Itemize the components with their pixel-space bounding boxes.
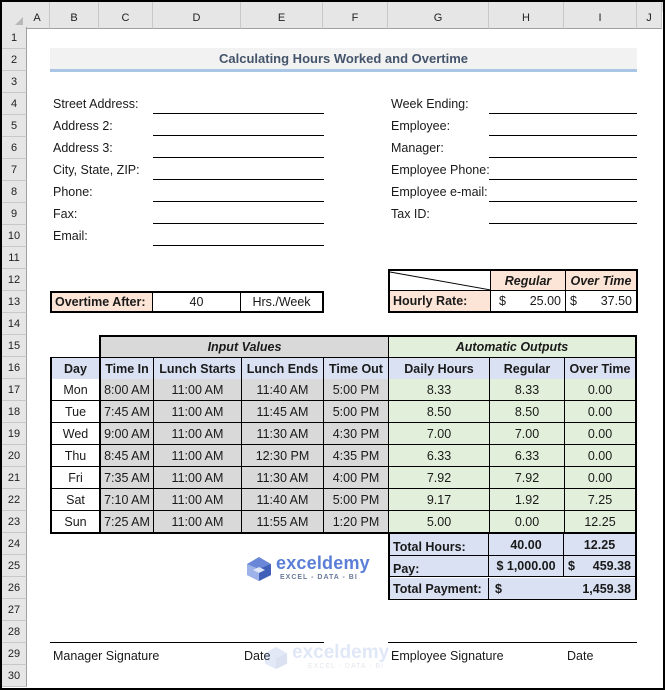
total-hours-regular: 40.00 bbox=[489, 534, 564, 556]
table-cell[interactable]: 8:45 AM bbox=[99, 445, 153, 467]
row-header-22[interactable]: 22 bbox=[2, 489, 27, 511]
row-header-27[interactable]: 27 bbox=[2, 599, 27, 621]
address-field-label: Phone: bbox=[53, 185, 93, 199]
row-header-23[interactable]: 23 bbox=[2, 511, 27, 533]
address-field-input[interactable] bbox=[153, 223, 324, 224]
day-cell: Tue bbox=[50, 401, 99, 423]
select-all-corner[interactable] bbox=[2, 2, 27, 29]
rate-overtime-header: Over Time bbox=[566, 271, 636, 291]
overtime-after-unit: Hrs./Week bbox=[241, 293, 322, 311]
table-cell[interactable]: 11:00 AM bbox=[153, 423, 241, 445]
day-cell: Sun bbox=[50, 511, 99, 534]
row-header-1[interactable]: 1 bbox=[2, 27, 27, 49]
employee-field-input[interactable] bbox=[489, 179, 637, 180]
table-cell[interactable]: 11:45 AM bbox=[241, 401, 323, 423]
table-cell: 0.00 bbox=[564, 401, 637, 423]
table-cell[interactable]: 12:30 PM bbox=[241, 445, 323, 467]
address-field-label: Address 2: bbox=[53, 119, 113, 133]
hourly-rate-overtime-value: 37.50 bbox=[600, 294, 632, 308]
day-cell: Sat bbox=[50, 489, 99, 511]
watermark-name: exceldemy bbox=[292, 642, 390, 663]
table-cell: 7.92 bbox=[489, 467, 564, 489]
employee-field-label: Employee: bbox=[391, 119, 451, 133]
table-cell: 7.00 bbox=[388, 423, 489, 445]
employee-signature-label: Employee Signature bbox=[391, 649, 504, 663]
pay-overtime bbox=[564, 556, 635, 577]
table-cell[interactable]: 11:30 AM bbox=[241, 423, 323, 445]
exceldemy-logo bbox=[246, 553, 376, 585]
row-header-6[interactable]: 6 bbox=[2, 137, 27, 159]
column-header-g[interactable]: G bbox=[388, 2, 489, 29]
overtime-after-value[interactable]: 40 bbox=[153, 293, 241, 311]
row-header-19[interactable]: 19 bbox=[2, 423, 27, 445]
column-header-c[interactable]: C bbox=[99, 2, 153, 29]
table-column-header: Over Time bbox=[564, 357, 637, 380]
currency-symbol: $ bbox=[568, 559, 575, 573]
table-cell[interactable]: 11:00 AM bbox=[153, 511, 241, 534]
hourly-rate-regular-value: 25.00 bbox=[529, 294, 561, 308]
logo-tagline: EXCEL - DATA - BI bbox=[280, 574, 358, 581]
row-header-28[interactable]: 28 bbox=[2, 621, 27, 643]
rate-corner-cell bbox=[390, 271, 491, 291]
table-cell: 7.92 bbox=[388, 467, 489, 489]
row-header-24[interactable]: 24 bbox=[2, 533, 27, 555]
hourly-rate-regular[interactable] bbox=[491, 291, 566, 311]
table-cell[interactable]: 1:20 PM bbox=[323, 511, 388, 534]
manager-signature-label: Manager Signature bbox=[53, 649, 160, 663]
column-header-e[interactable]: E bbox=[241, 2, 323, 29]
pay-regular: $ 1,000.00 bbox=[489, 556, 564, 577]
table-cell[interactable]: 7:35 AM bbox=[99, 467, 153, 489]
currency-symbol: $ bbox=[570, 294, 577, 308]
address-field-label: Address 3: bbox=[53, 141, 113, 155]
employee-field-input[interactable] bbox=[489, 157, 637, 158]
table-cell[interactable]: 9:00 AM bbox=[99, 423, 153, 445]
employee-field-input[interactable] bbox=[489, 135, 637, 136]
address-field-input[interactable] bbox=[153, 245, 324, 246]
row-header-12[interactable]: 12 bbox=[2, 269, 27, 291]
row-header-18[interactable]: 18 bbox=[2, 401, 27, 423]
address-field-input[interactable] bbox=[153, 201, 324, 202]
employee-field-input[interactable] bbox=[489, 201, 637, 202]
row-header-30[interactable]: 30 bbox=[2, 665, 27, 687]
column-header-a[interactable]: A bbox=[25, 2, 50, 29]
pay-label: Pay: bbox=[390, 556, 489, 577]
employee-field-input[interactable] bbox=[489, 113, 637, 114]
day-cell: Thu bbox=[50, 445, 99, 467]
row-header-17[interactable]: 17 bbox=[2, 379, 27, 401]
employee-field-label: Employee Phone: bbox=[391, 163, 490, 177]
table-cell[interactable]: 11:00 AM bbox=[153, 489, 241, 511]
table-cell[interactable]: 11:00 AM bbox=[153, 445, 241, 467]
employee-date-label: Date bbox=[567, 649, 594, 663]
table-column-header: Lunch Starts bbox=[153, 357, 241, 380]
table-cell[interactable]: 11:40 AM bbox=[241, 489, 323, 511]
table-cell[interactable]: 7:45 AM bbox=[99, 401, 153, 423]
row-header-25[interactable]: 25 bbox=[2, 555, 27, 577]
currency-symbol: $ bbox=[495, 581, 502, 596]
table-cell: 8.33 bbox=[489, 379, 564, 401]
table-cell: 8.33 bbox=[388, 379, 489, 401]
row-header-20[interactable]: 20 bbox=[2, 445, 27, 467]
table-cell: 1.92 bbox=[489, 489, 564, 511]
total-payment-label: Total Payment: bbox=[390, 578, 489, 599]
table-cell: 7.25 bbox=[564, 489, 637, 511]
currency-symbol: $ bbox=[499, 294, 506, 308]
table-cell: 6.33 bbox=[388, 445, 489, 467]
table-cell: 9.17 bbox=[388, 489, 489, 511]
table-cell: 7.00 bbox=[489, 423, 564, 445]
column-header-d[interactable]: D bbox=[153, 2, 241, 29]
table-cell[interactable]: 5:00 PM bbox=[323, 489, 388, 511]
row-header-7[interactable]: 7 bbox=[2, 159, 27, 181]
row-header-26[interactable]: 26 bbox=[2, 577, 27, 599]
table-cell[interactable]: 7:25 AM bbox=[99, 511, 153, 534]
table-cell[interactable]: 11:55 AM bbox=[241, 511, 323, 534]
input-values-header: Input Values bbox=[99, 335, 389, 358]
table-cell: 5.00 bbox=[388, 511, 489, 534]
row-header-8[interactable]: 8 bbox=[2, 181, 27, 203]
table-column-header: Lunch Ends bbox=[241, 357, 323, 380]
address-field-label: Street Address: bbox=[53, 97, 139, 111]
column-header-i[interactable]: I bbox=[564, 2, 637, 29]
address-field-input[interactable] bbox=[153, 135, 324, 136]
table-cell: 0.00 bbox=[564, 379, 637, 401]
row-header-11[interactable]: 11 bbox=[2, 247, 27, 269]
table-cell: 0.00 bbox=[564, 467, 637, 489]
total-hours-label: Total Hours: bbox=[390, 534, 489, 556]
row-header-13[interactable]: 13 bbox=[2, 291, 27, 313]
employee-signature-line[interactable] bbox=[388, 642, 637, 643]
table-cell: 12.25 bbox=[564, 511, 637, 534]
day-cell: Fri bbox=[50, 467, 99, 489]
column-header-f[interactable]: F bbox=[323, 2, 388, 29]
address-field-label: Email: bbox=[53, 229, 88, 243]
employee-field-label: Manager: bbox=[391, 141, 444, 155]
rate-regular-header: Regular bbox=[491, 271, 566, 291]
employee-field-label: Tax ID: bbox=[391, 207, 430, 221]
column-header-h[interactable]: H bbox=[489, 2, 564, 29]
employee-field-label: Employee e-mail: bbox=[391, 185, 488, 199]
day-cell: Wed bbox=[50, 423, 99, 445]
exceldemy-cube-icon bbox=[246, 556, 272, 582]
row-header-9[interactable]: 9 bbox=[2, 203, 27, 225]
table-cell[interactable]: 4:00 PM bbox=[323, 467, 388, 489]
total-payment-value: 1,459.38 bbox=[582, 581, 631, 596]
row-header-3[interactable]: 3 bbox=[2, 71, 27, 93]
table-cell[interactable]: 11:00 AM bbox=[153, 401, 241, 423]
row-header-16[interactable]: 16 bbox=[2, 357, 27, 379]
employee-field-label: Week Ending: bbox=[391, 97, 469, 111]
table-cell[interactable]: 11:00 AM bbox=[153, 467, 241, 489]
day-cell: Mon bbox=[50, 379, 99, 401]
watermark-cube-icon bbox=[264, 646, 288, 670]
table-column-header: Time Out bbox=[323, 357, 388, 380]
table-cell[interactable]: 5:00 PM bbox=[323, 401, 388, 423]
table-cell[interactable]: 11:30 AM bbox=[241, 467, 323, 489]
row-header-14[interactable]: 14 bbox=[2, 313, 27, 335]
row-header-4[interactable]: 4 bbox=[2, 93, 27, 115]
row-header-29[interactable]: 29 bbox=[2, 643, 27, 665]
logo-name: exceldemy bbox=[276, 553, 370, 573]
row-header-5[interactable]: 5 bbox=[2, 115, 27, 137]
table-cell[interactable]: 8:00 AM bbox=[99, 379, 153, 401]
watermark-tagline: EXCEL - DATA - BI bbox=[308, 663, 384, 670]
address-field-input[interactable] bbox=[153, 179, 324, 180]
hourly-rate-label: Hourly Rate: bbox=[390, 291, 491, 311]
table-column-header: Daily Hours bbox=[388, 357, 489, 380]
address-field-input[interactable] bbox=[153, 157, 324, 158]
employee-field-input[interactable] bbox=[489, 223, 637, 224]
row-header-10[interactable]: 10 bbox=[2, 225, 27, 247]
row-header-15[interactable]: 15 bbox=[2, 335, 27, 357]
spreadsheet bbox=[2, 2, 663, 688]
address-field-label: Fax: bbox=[53, 207, 78, 221]
select-all-triangle-icon bbox=[15, 17, 23, 25]
table-cell: 0.00 bbox=[564, 445, 637, 467]
table-column-header: Regular bbox=[489, 357, 564, 380]
table-cell[interactable]: 5:00 PM bbox=[323, 379, 388, 401]
table-cell: 6.33 bbox=[489, 445, 564, 467]
pay-overtime-value: 459.38 bbox=[592, 559, 631, 573]
sheet-title: Calculating Hours Worked and Overtime bbox=[50, 48, 637, 72]
table-cell: 8.50 bbox=[388, 401, 489, 423]
total-payment bbox=[489, 578, 635, 599]
automatic-outputs-header: Automatic Outputs bbox=[388, 335, 637, 358]
table-cell[interactable]: 4:35 PM bbox=[323, 445, 388, 467]
column-header-j[interactable]: J bbox=[637, 2, 662, 29]
row-header-2[interactable]: 2 bbox=[2, 49, 27, 71]
overtime-after-label: Overtime After: bbox=[52, 293, 153, 311]
table-cell[interactable]: 4:30 PM bbox=[323, 423, 388, 445]
table-cell: 0.00 bbox=[489, 511, 564, 534]
table-cell[interactable]: 11:00 AM bbox=[153, 379, 241, 401]
table-column-header: Time In bbox=[99, 357, 153, 380]
table-cell: 0.00 bbox=[564, 423, 637, 445]
manager-date-label: Date bbox=[244, 649, 271, 663]
table-cell[interactable]: 11:40 AM bbox=[241, 379, 323, 401]
address-field-input[interactable] bbox=[153, 113, 324, 114]
row-header-21[interactable]: 21 bbox=[2, 467, 27, 489]
table-cell: 8.50 bbox=[489, 401, 564, 423]
total-hours-overtime: 12.25 bbox=[564, 534, 635, 556]
column-header-b[interactable]: B bbox=[50, 2, 99, 29]
hourly-rate-overtime[interactable] bbox=[566, 291, 636, 311]
table-column-header: Day bbox=[50, 357, 99, 380]
address-field-label: City, State, ZIP: bbox=[53, 163, 140, 177]
exceldemy-watermark bbox=[264, 642, 392, 672]
diagonal-line-icon bbox=[390, 271, 491, 291]
table-cell[interactable]: 7:10 AM bbox=[99, 489, 153, 511]
